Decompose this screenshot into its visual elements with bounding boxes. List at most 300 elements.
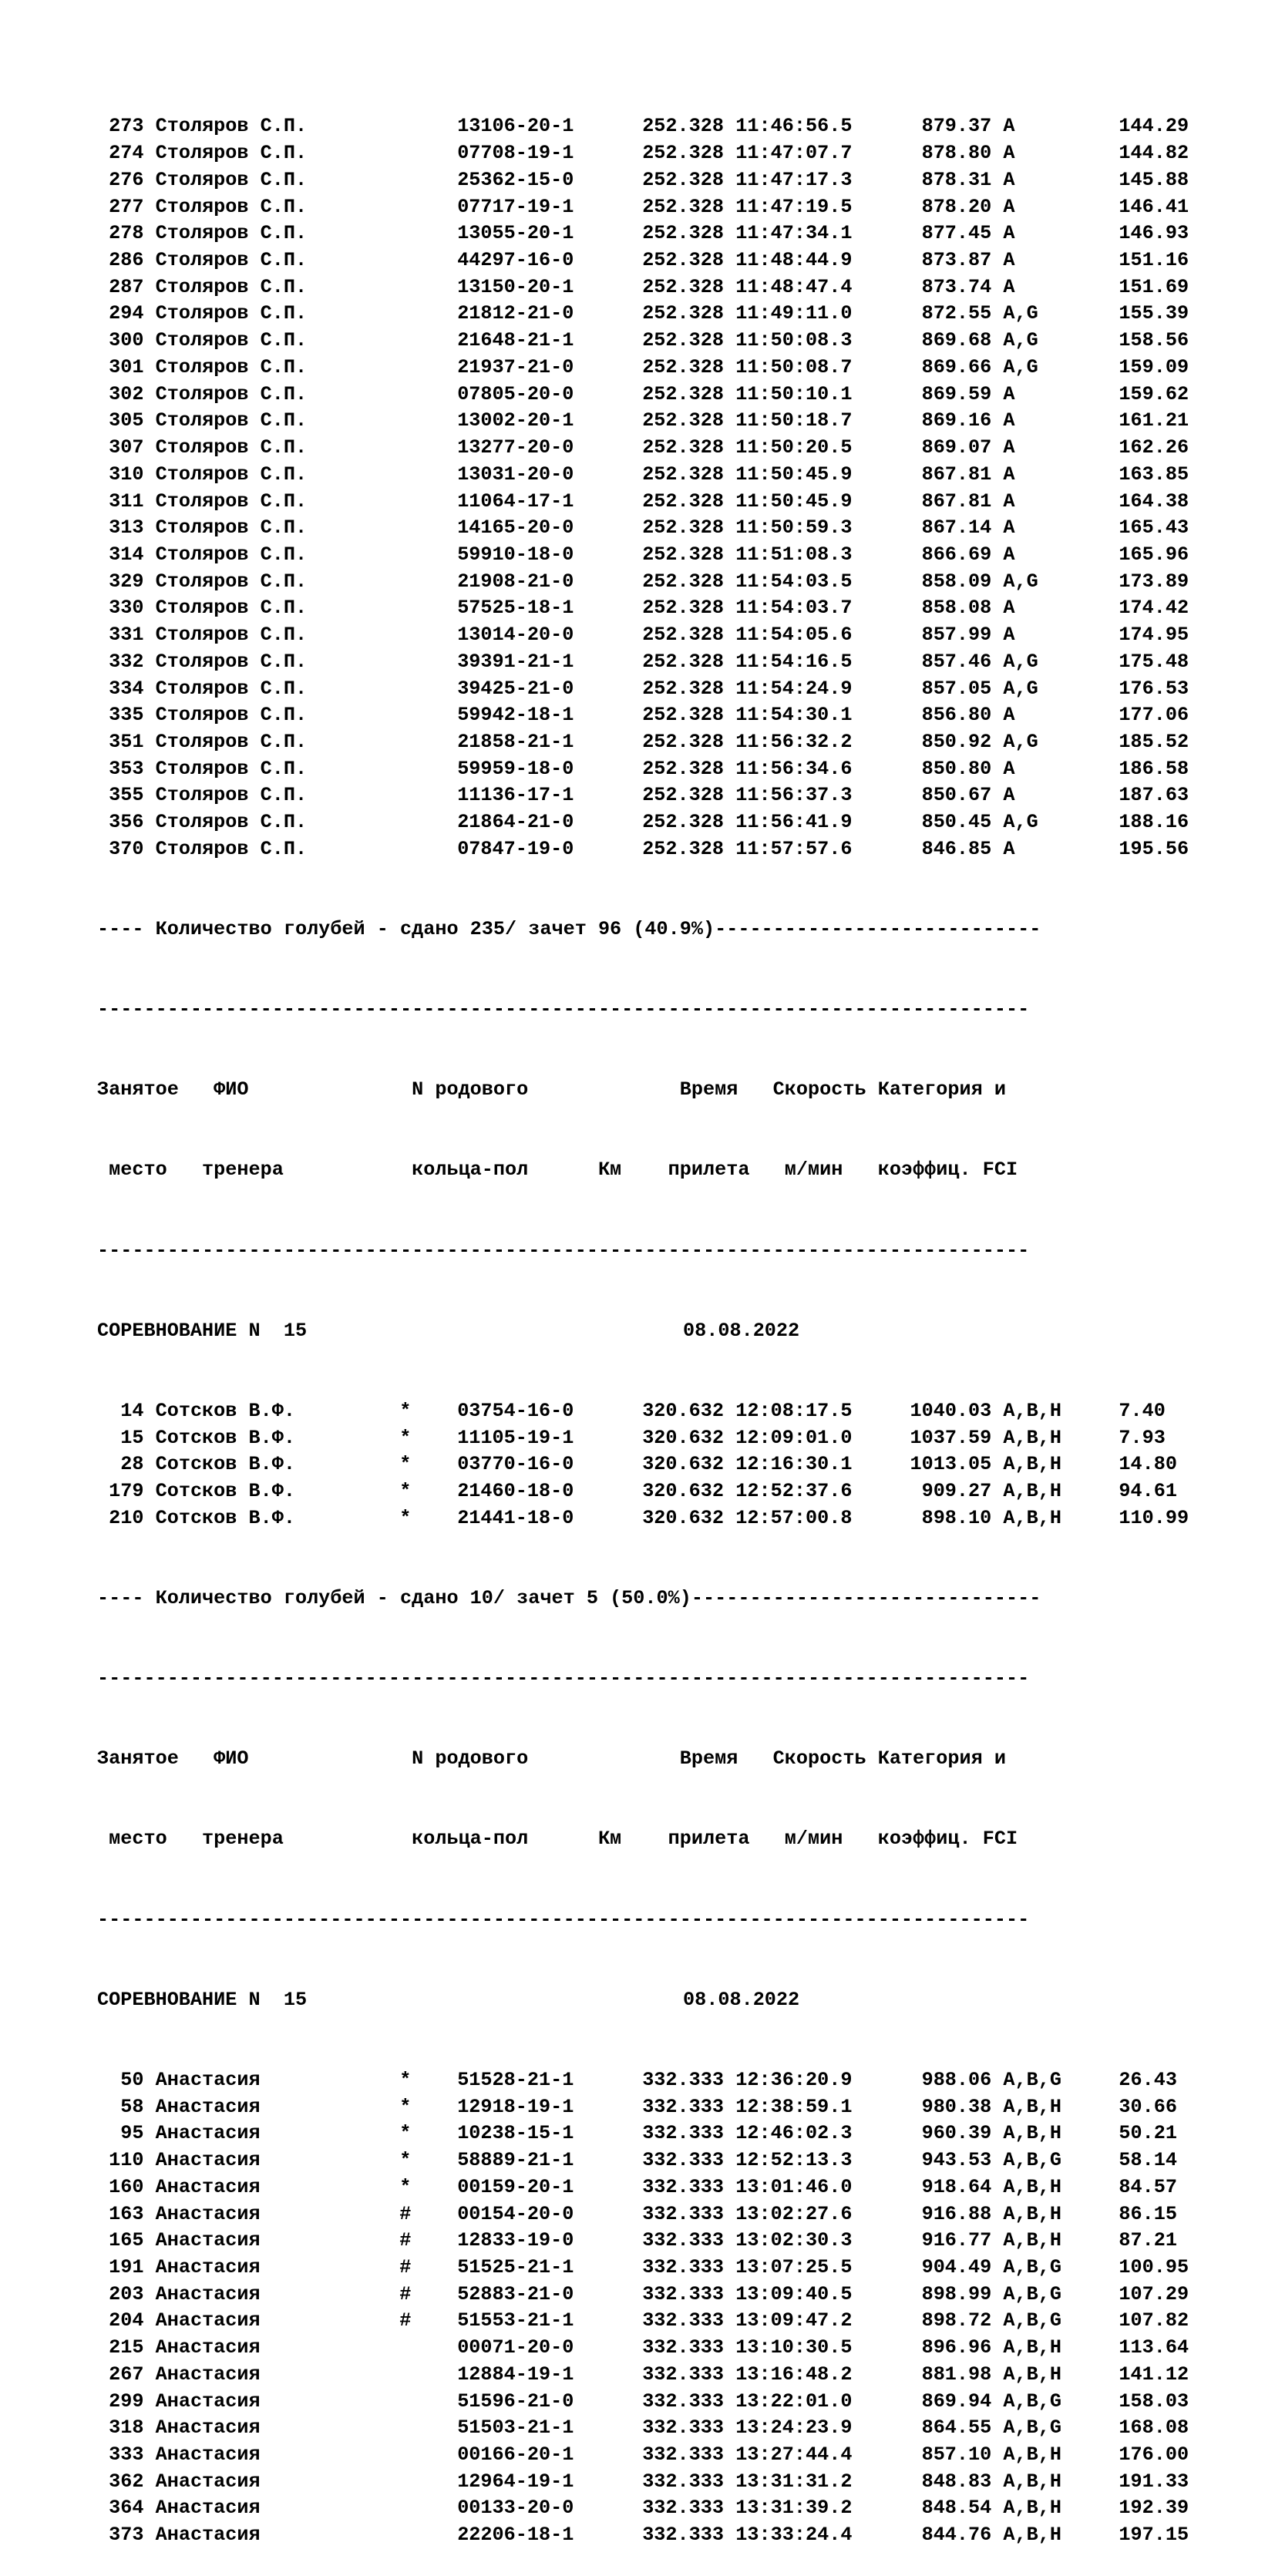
distance-cell: 252.328 bbox=[642, 837, 724, 860]
category-cell: A bbox=[1003, 249, 1015, 272]
coefficient-cell: 161.21 bbox=[1119, 409, 1189, 432]
ring-number-cell: 13150-20-1 bbox=[457, 275, 574, 298]
fancier-name-cell: Столяров С.П. bbox=[155, 704, 308, 727]
arrival-time-cell: 11:54:16.5 bbox=[735, 650, 853, 673]
ring-number-cell: 59942-18-1 bbox=[457, 704, 574, 727]
mark-cell: * bbox=[399, 2122, 412, 2145]
distance-cell: 252.328 bbox=[642, 382, 724, 405]
ring-number-cell: 51525-21-1 bbox=[457, 2255, 574, 2278]
distance-cell: 332.333 bbox=[642, 2255, 724, 2278]
arrival-time-cell: 13:02:27.6 bbox=[735, 2202, 853, 2225]
category-cell: A,B,H bbox=[1003, 2497, 1061, 2520]
coefficient-cell: 94.61 bbox=[1119, 1480, 1177, 1503]
speed-cell: 869.66 bbox=[921, 355, 992, 378]
table-row bbox=[97, 462, 1253, 489]
ring-number-cell: 51596-21-0 bbox=[457, 2389, 574, 2413]
arrival-time-cell: 11:57:57.6 bbox=[735, 837, 853, 860]
speed-cell: 856.80 bbox=[921, 704, 992, 727]
fancier-name-cell: Столяров С.П. bbox=[155, 597, 308, 620]
category-cell: A,G bbox=[1003, 355, 1038, 378]
place-cell: 14 bbox=[120, 1399, 144, 1422]
distance-cell: 252.328 bbox=[642, 329, 724, 352]
ring-number-cell: 13106-20-1 bbox=[457, 115, 574, 138]
distance-cell: 332.333 bbox=[642, 2175, 724, 2198]
fancier-name-cell: Анастасия bbox=[155, 2095, 261, 2118]
category-cell: A,B,H bbox=[1003, 1426, 1061, 1449]
fancier-name-cell: Столяров С.П. bbox=[155, 784, 308, 807]
place-cell: 314 bbox=[109, 543, 144, 566]
speed-cell: 848.83 bbox=[921, 2470, 992, 2493]
fancier-name-cell: Анастасия bbox=[155, 2524, 261, 2547]
coefficient-cell: 100.95 bbox=[1119, 2255, 1189, 2278]
ring-number-cell: 39391-21-1 bbox=[457, 650, 574, 673]
place-cell: 273 bbox=[109, 115, 144, 138]
table-row bbox=[97, 1425, 1253, 1452]
distance-cell: 332.333 bbox=[642, 2389, 724, 2413]
category-cell: A,B,H bbox=[1003, 1399, 1061, 1422]
ring-number-cell: 12833-19-0 bbox=[457, 2229, 574, 2252]
arrival-time-cell: 11:56:41.9 bbox=[735, 811, 853, 834]
table-row bbox=[97, 435, 1253, 462]
fancier-name-cell: Столяров С.П. bbox=[155, 249, 308, 272]
ring-number-cell: 21864-21-0 bbox=[457, 811, 574, 834]
category-cell: A,B,H bbox=[1003, 2202, 1061, 2225]
fancier-name-cell: Анастасия bbox=[155, 2443, 261, 2466]
distance-cell: 320.632 bbox=[642, 1480, 724, 1503]
fancier-name-cell: Столяров С.П. bbox=[155, 382, 308, 405]
place-cell: 160 bbox=[109, 2175, 144, 2198]
category-cell: A bbox=[1003, 543, 1015, 566]
coefficient-cell: 141.12 bbox=[1119, 2362, 1189, 2386]
ring-number-cell: 13055-20-1 bbox=[457, 222, 574, 245]
category-cell: A bbox=[1003, 784, 1015, 807]
coefficient-cell: 173.89 bbox=[1119, 570, 1189, 593]
category-cell: A,B,H bbox=[1003, 1506, 1061, 1529]
table-row bbox=[97, 2308, 1253, 2335]
distance-cell: 252.328 bbox=[642, 355, 724, 378]
table-row bbox=[97, 301, 1253, 328]
table-row bbox=[97, 702, 1253, 729]
ring-number-cell: 21460-18-0 bbox=[457, 1480, 574, 1503]
distance-cell: 252.328 bbox=[642, 730, 724, 753]
category-cell: A,B,G bbox=[1003, 2149, 1061, 2172]
speed-cell: 869.59 bbox=[921, 382, 992, 405]
table-row bbox=[97, 194, 1253, 221]
table-row bbox=[97, 2362, 1253, 2389]
fancier-name-cell: Анастасия bbox=[155, 2362, 261, 2386]
category-cell: A,B,H bbox=[1003, 2122, 1061, 2145]
coefficient-cell: 151.69 bbox=[1119, 275, 1189, 298]
ring-number-cell: 00154-20-0 bbox=[457, 2202, 574, 2225]
category-cell: A bbox=[1003, 837, 1015, 860]
fancier-name-cell: Анастасия bbox=[155, 2389, 261, 2413]
ring-number-cell: 11136-17-1 bbox=[457, 784, 574, 807]
coefficient-cell: 168.08 bbox=[1119, 2416, 1189, 2440]
distance-cell: 332.333 bbox=[642, 2336, 724, 2359]
ring-number-cell: 13014-20-0 bbox=[457, 624, 574, 647]
speed-cell: 918.64 bbox=[921, 2175, 992, 2198]
distance-cell: 252.328 bbox=[642, 249, 724, 272]
distance-cell: 332.333 bbox=[642, 2068, 724, 2091]
category-cell: A,B,H bbox=[1003, 2229, 1061, 2252]
table-row bbox=[97, 729, 1253, 756]
coefficient-cell: 164.38 bbox=[1119, 489, 1189, 513]
coefficient-cell: 165.43 bbox=[1119, 516, 1189, 540]
coefficient-cell: 176.53 bbox=[1119, 677, 1189, 700]
arrival-time-cell: 12:57:00.8 bbox=[735, 1506, 853, 1529]
coefficient-cell: 107.82 bbox=[1119, 2309, 1189, 2332]
place-cell: 302 bbox=[109, 382, 144, 405]
coefficient-cell: 185.52 bbox=[1119, 730, 1189, 753]
coefficient-cell: 151.16 bbox=[1119, 249, 1189, 272]
table-row bbox=[97, 2282, 1253, 2309]
competition-title: СОРЕВНОВАНИЕ N 15 bbox=[97, 1319, 308, 1342]
mark-cell: * bbox=[399, 1453, 412, 1476]
ring-number-cell: 07805-20-0 bbox=[457, 382, 574, 405]
divider: -------------------------------------------------------------------------------- bbox=[97, 1667, 1030, 1690]
column-header-line1: Занятое ФИО N родового Время Скорость Категория и bbox=[97, 1747, 1006, 1771]
arrival-time-cell: 13:22:01.0 bbox=[735, 2389, 853, 2413]
arrival-time-cell: 13:31:31.2 bbox=[735, 2470, 853, 2493]
fancier-name-cell: Столяров С.П. bbox=[155, 222, 308, 245]
arrival-time-cell: 11:47:19.5 bbox=[735, 195, 853, 218]
table-row bbox=[97, 1478, 1253, 1505]
arrival-time-cell: 11:48:47.4 bbox=[735, 275, 853, 298]
speed-cell: 850.67 bbox=[921, 784, 992, 807]
table-row bbox=[97, 220, 1253, 247]
distance-cell: 332.333 bbox=[642, 2416, 724, 2440]
place-cell: 95 bbox=[120, 2122, 144, 2145]
coefficient-cell: 26.43 bbox=[1119, 2068, 1177, 2091]
arrival-time-cell: 11:47:07.7 bbox=[735, 142, 853, 165]
table-row bbox=[97, 2522, 1253, 2549]
section-sotskov bbox=[97, 1398, 1253, 1532]
category-cell: A,B,H bbox=[1003, 2175, 1061, 2198]
speed-cell: 872.55 bbox=[921, 302, 992, 325]
speed-cell: 869.94 bbox=[921, 2389, 992, 2413]
competition-title: СОРЕВНОВАНИЕ N 15 bbox=[97, 1988, 308, 2011]
coefficient-cell: 187.63 bbox=[1119, 784, 1189, 807]
category-cell: A,B,G bbox=[1003, 2282, 1061, 2305]
divider: -------------------------------------------------------------------------------- bbox=[97, 1239, 1030, 1262]
ring-number-cell: 13002-20-1 bbox=[457, 409, 574, 432]
category-cell: A,G bbox=[1003, 570, 1038, 593]
ring-number-cell: 21441-18-0 bbox=[457, 1506, 574, 1529]
arrival-time-cell: 12:36:20.9 bbox=[735, 2068, 853, 2091]
distance-cell: 332.333 bbox=[642, 2149, 724, 2172]
speed-cell: 857.46 bbox=[921, 650, 992, 673]
place-cell: 334 bbox=[109, 677, 144, 700]
coefficient-cell: 50.21 bbox=[1119, 2122, 1177, 2145]
arrival-time-cell: 13:10:30.5 bbox=[735, 2336, 853, 2359]
summary-line: ---- Количество голубей - сдано 10/ зачет 5 (50.0%)------------------------------ bbox=[97, 1586, 1041, 1609]
table-row bbox=[97, 408, 1253, 435]
category-cell: A bbox=[1003, 704, 1015, 727]
distance-cell: 252.328 bbox=[642, 222, 724, 245]
table-row bbox=[97, 140, 1253, 167]
ring-number-cell: 13277-20-0 bbox=[457, 436, 574, 459]
place-cell: 15 bbox=[120, 1426, 144, 1449]
mark-cell: * bbox=[399, 1399, 412, 1422]
fancier-name-cell: Столяров С.П. bbox=[155, 195, 308, 218]
coefficient-cell: 175.48 bbox=[1119, 650, 1189, 673]
coefficient-cell: 158.03 bbox=[1119, 2389, 1189, 2413]
speed-cell: 848.54 bbox=[921, 2497, 992, 2520]
speed-cell: 909.27 bbox=[921, 1480, 992, 1503]
fancier-name-cell: Столяров С.П. bbox=[155, 489, 308, 513]
fancier-name-cell: Столяров С.П. bbox=[155, 142, 308, 165]
category-cell: A bbox=[1003, 222, 1015, 245]
place-cell: 110 bbox=[109, 2149, 144, 2172]
arrival-time-cell: 11:50:18.7 bbox=[735, 409, 853, 432]
arrival-time-cell: 11:54:30.1 bbox=[735, 704, 853, 727]
arrival-time-cell: 11:50:20.5 bbox=[735, 436, 853, 459]
fancier-name-cell: Столяров С.П. bbox=[155, 570, 308, 593]
speed-cell: 898.10 bbox=[921, 1506, 992, 1529]
category-cell: A bbox=[1003, 195, 1015, 218]
distance-cell: 252.328 bbox=[642, 811, 724, 834]
mark-cell: # bbox=[399, 2202, 412, 2225]
distance-cell: 252.328 bbox=[642, 516, 724, 540]
coefficient-cell: 7.93 bbox=[1119, 1426, 1166, 1449]
arrival-time-cell: 12:16:30.1 bbox=[735, 1453, 853, 1476]
speed-cell: 873.87 bbox=[921, 249, 992, 272]
category-cell: A,G bbox=[1003, 329, 1038, 352]
coefficient-cell: 84.57 bbox=[1119, 2175, 1177, 2198]
category-cell: A,B,H bbox=[1003, 2524, 1061, 2547]
place-cell: 330 bbox=[109, 597, 144, 620]
distance-cell: 332.333 bbox=[642, 2229, 724, 2252]
speed-cell: 1037.59 bbox=[910, 1426, 992, 1449]
table-row bbox=[97, 836, 1253, 863]
coefficient-cell: 159.62 bbox=[1119, 382, 1189, 405]
speed-cell: 916.77 bbox=[921, 2229, 992, 2252]
arrival-time-cell: 11:50:59.3 bbox=[735, 516, 853, 540]
ring-number-cell: 44297-16-0 bbox=[457, 249, 574, 272]
distance-cell: 332.333 bbox=[642, 2497, 724, 2520]
distance-cell: 252.328 bbox=[642, 409, 724, 432]
fancier-name-cell: Столяров С.П. bbox=[155, 115, 308, 138]
arrival-time-cell: 11:48:44.9 bbox=[735, 249, 853, 272]
distance-cell: 252.328 bbox=[642, 624, 724, 647]
column-header-line2: место тренера кольца-пол Км прилета м/мин коэффиц. FCI bbox=[97, 1159, 1018, 1182]
distance-cell: 252.328 bbox=[642, 543, 724, 566]
table-row bbox=[97, 2201, 1253, 2228]
table-row bbox=[97, 809, 1253, 836]
distance-cell: 252.328 bbox=[642, 436, 724, 459]
place-cell: 362 bbox=[109, 2470, 144, 2493]
category-cell: A,B,H bbox=[1003, 2443, 1061, 2466]
category-cell: A,B,G bbox=[1003, 2416, 1061, 2440]
table-row bbox=[97, 2335, 1253, 2362]
fancier-name-cell: Столяров С.П. bbox=[155, 329, 308, 352]
table-row bbox=[97, 1398, 1253, 1425]
category-cell: A bbox=[1003, 168, 1015, 191]
coefficient-cell: 145.88 bbox=[1119, 168, 1189, 191]
speed-cell: 904.49 bbox=[921, 2255, 992, 2278]
ring-number-cell: 22206-18-1 bbox=[457, 2524, 574, 2547]
table-row bbox=[97, 756, 1253, 783]
ring-number-cell: 12964-19-1 bbox=[457, 2470, 574, 2493]
coefficient-cell: 110.99 bbox=[1119, 1506, 1189, 1529]
table-row bbox=[97, 2389, 1253, 2416]
ring-number-cell: 52883-21-0 bbox=[457, 2282, 574, 2305]
place-cell: 28 bbox=[120, 1453, 144, 1476]
coefficient-cell: 177.06 bbox=[1119, 704, 1189, 727]
fancier-name-cell: Столяров С.П. bbox=[155, 650, 308, 673]
distance-cell: 252.328 bbox=[642, 570, 724, 593]
speed-cell: 858.08 bbox=[921, 597, 992, 620]
arrival-time-cell: 13:09:40.5 bbox=[735, 2282, 853, 2305]
distance-cell: 252.328 bbox=[642, 704, 724, 727]
coefficient-cell: 195.56 bbox=[1119, 837, 1189, 860]
arrival-time-cell: 12:38:59.1 bbox=[735, 2095, 853, 2118]
fancier-name-cell: Столяров С.П. bbox=[155, 811, 308, 834]
speed-cell: 866.69 bbox=[921, 543, 992, 566]
ring-number-cell: 07847-19-0 bbox=[457, 837, 574, 860]
place-cell: 210 bbox=[109, 1506, 144, 1529]
speed-cell: 850.45 bbox=[921, 811, 992, 834]
place-cell: 58 bbox=[120, 2095, 144, 2118]
arrival-time-cell: 13:01:46.0 bbox=[735, 2175, 853, 2198]
arrival-time-cell: 13:24:23.9 bbox=[735, 2416, 853, 2440]
arrival-time-cell: 13:16:48.2 bbox=[735, 2362, 853, 2386]
speed-cell: 867.81 bbox=[921, 462, 992, 486]
summary-line: ---- Количество голубей - сдано 235/ зачет 96 (40.9%)---------------------------- bbox=[97, 918, 1041, 940]
speed-cell: 844.76 bbox=[921, 2524, 992, 2547]
fancier-name-cell: Столяров С.П. bbox=[155, 624, 308, 647]
coefficient-cell: 30.66 bbox=[1119, 2095, 1177, 2118]
distance-cell: 332.333 bbox=[642, 2282, 724, 2305]
place-cell: 165 bbox=[109, 2229, 144, 2252]
place-cell: 294 bbox=[109, 302, 144, 325]
place-cell: 353 bbox=[109, 757, 144, 780]
coefficient-cell: 174.95 bbox=[1119, 624, 1189, 647]
table-row bbox=[97, 2094, 1253, 2121]
competition-line bbox=[97, 1318, 1253, 1345]
coefficient-cell: 158.56 bbox=[1119, 329, 1189, 352]
place-cell: 286 bbox=[109, 249, 144, 272]
speed-cell: 850.92 bbox=[921, 730, 992, 753]
category-cell: A,G bbox=[1003, 650, 1038, 673]
category-cell: A,B,H bbox=[1003, 1480, 1061, 1503]
coefficient-cell: 144.29 bbox=[1119, 115, 1189, 138]
place-cell: 333 bbox=[109, 2443, 144, 2466]
speed-cell: 980.38 bbox=[921, 2095, 992, 2118]
table-row bbox=[97, 328, 1253, 355]
speed-cell: 869.07 bbox=[921, 436, 992, 459]
competition-date: 08.08.2022 bbox=[683, 1988, 800, 2011]
coefficient-cell: 86.15 bbox=[1119, 2202, 1177, 2225]
distance-cell: 252.328 bbox=[642, 275, 724, 298]
ring-number-cell: 58889-21-1 bbox=[457, 2149, 574, 2172]
competition-line bbox=[97, 1987, 1253, 2014]
fancier-name-cell: Столяров С.П. bbox=[155, 275, 308, 298]
fancier-name-cell: Анастасия bbox=[155, 2229, 261, 2252]
mark-cell: * bbox=[399, 1480, 412, 1503]
speed-cell: 864.55 bbox=[921, 2416, 992, 2440]
distance-cell: 252.328 bbox=[642, 784, 724, 807]
coefficient-cell: 87.21 bbox=[1119, 2229, 1177, 2252]
coefficient-cell: 165.96 bbox=[1119, 543, 1189, 566]
section-anastasia bbox=[97, 2067, 1253, 2549]
place-cell: 203 bbox=[109, 2282, 144, 2305]
place-cell: 301 bbox=[109, 355, 144, 378]
ring-number-cell: 03754-16-0 bbox=[457, 1399, 574, 1422]
fancier-name-cell: Столяров С.П. bbox=[155, 436, 308, 459]
coefficient-cell: 144.82 bbox=[1119, 142, 1189, 165]
coefficient-cell: 163.85 bbox=[1119, 462, 1189, 486]
place-cell: 307 bbox=[109, 436, 144, 459]
fancier-name-cell: Сотсков В.Ф. bbox=[155, 1426, 295, 1449]
speed-cell: 1040.03 bbox=[910, 1399, 992, 1422]
table-row bbox=[97, 1505, 1253, 1532]
place-cell: 274 bbox=[109, 142, 144, 165]
coefficient-cell: 162.26 bbox=[1119, 436, 1189, 459]
fancier-name-cell: Столяров С.П. bbox=[155, 355, 308, 378]
coefficient-cell: 188.16 bbox=[1119, 811, 1189, 834]
table-row bbox=[97, 595, 1253, 622]
arrival-time-cell: 11:56:32.2 bbox=[735, 730, 853, 753]
arrival-time-cell: 13:27:44.4 bbox=[735, 2443, 853, 2466]
fancier-name-cell: Анастасия bbox=[155, 2068, 261, 2091]
place-cell: 305 bbox=[109, 409, 144, 432]
category-cell: A,B,G bbox=[1003, 2068, 1061, 2091]
category-cell: A bbox=[1003, 382, 1015, 405]
category-cell: A,G bbox=[1003, 730, 1038, 753]
category-cell: A,G bbox=[1003, 677, 1038, 700]
ring-number-cell: 39425-21-0 bbox=[457, 677, 574, 700]
fancier-name-cell: Столяров С.П. bbox=[155, 543, 308, 566]
table-row bbox=[97, 2147, 1253, 2174]
category-cell: A,G bbox=[1003, 811, 1038, 834]
place-cell: 215 bbox=[109, 2336, 144, 2359]
place-cell: 310 bbox=[109, 462, 144, 486]
coefficient-cell: 113.64 bbox=[1119, 2336, 1189, 2359]
fancier-name-cell: Столяров С.П. bbox=[155, 409, 308, 432]
place-cell: 373 bbox=[109, 2524, 144, 2547]
table-row bbox=[97, 274, 1253, 301]
place-cell: 299 bbox=[109, 2389, 144, 2413]
table-row bbox=[97, 247, 1253, 274]
coefficient-cell: 192.39 bbox=[1119, 2497, 1189, 2520]
arrival-time-cell: 11:51:08.3 bbox=[735, 543, 853, 566]
fancier-name-cell: Анастасия bbox=[155, 2309, 261, 2332]
divider: -------------------------------------------------------------------------------- bbox=[97, 998, 1030, 1021]
category-cell: A,B,H bbox=[1003, 2095, 1061, 2118]
place-cell: 50 bbox=[120, 2068, 144, 2091]
ring-number-cell: 00133-20-0 bbox=[457, 2497, 574, 2520]
ring-number-cell: 07717-19-1 bbox=[457, 195, 574, 218]
arrival-time-cell: 11:54:05.6 bbox=[735, 624, 853, 647]
coefficient-cell: 107.29 bbox=[1119, 2282, 1189, 2305]
fancier-name-cell: Сотсков В.Ф. bbox=[155, 1399, 295, 1422]
ring-number-cell: 00166-20-1 bbox=[457, 2443, 574, 2466]
table-row bbox=[97, 2228, 1253, 2255]
category-cell: A bbox=[1003, 624, 1015, 647]
table-row bbox=[97, 782, 1253, 809]
speed-cell: 873.74 bbox=[921, 275, 992, 298]
arrival-time-cell: 11:47:34.1 bbox=[735, 222, 853, 245]
ring-number-cell: 21648-21-1 bbox=[457, 329, 574, 352]
coefficient-cell: 191.33 bbox=[1119, 2470, 1189, 2493]
arrival-time-cell: 12:52:13.3 bbox=[735, 2149, 853, 2172]
table-row bbox=[97, 542, 1253, 569]
fancier-name-cell: Столяров С.П. bbox=[155, 168, 308, 191]
place-cell: 356 bbox=[109, 811, 144, 834]
place-cell: 300 bbox=[109, 329, 144, 352]
distance-cell: 252.328 bbox=[642, 302, 724, 325]
